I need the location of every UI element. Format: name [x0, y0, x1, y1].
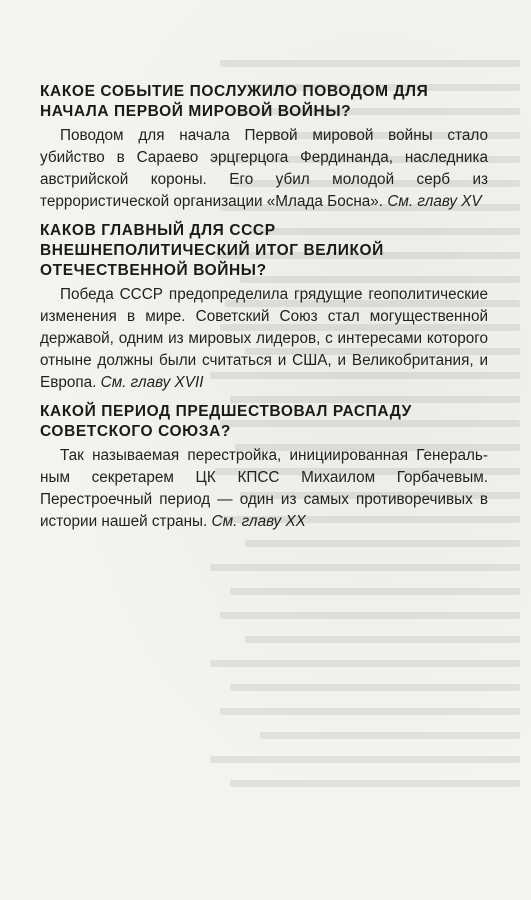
chapter-reference: См. главу XX: [211, 513, 306, 530]
qa-content: [40, 82, 488, 541]
chapter-reference: См. главу XV: [387, 193, 482, 210]
answer-text: Поводом для начала Первой мировой войны стало убийство в Сараево эрцгерцога Фердинанда, наследника австрийской короны. Его убил молодой серб из террористической организации «Млада Босна».: [40, 127, 488, 210]
answer-paragraph: [40, 445, 488, 533]
answer-text: Победа СССР предопределила грядущие геополитические изменения в мире. Советский Союз стал могущественной державой, одним из мировых лидеров, с интересами которого отныне должны были считаться и США, и Великобритания, и Европа.: [40, 286, 488, 391]
qa-section: [40, 221, 488, 394]
question-heading: КАКОЕ СОБЫТИЕ ПОСЛУЖИЛО ПОВОДОМ ДЛЯ НАЧАЛА ПЕРВОЙ МИРОВОЙ ВОЙНЫ?: [40, 83, 429, 120]
answer-paragraph: [40, 284, 488, 394]
chapter-reference: См. главу XVII: [100, 374, 204, 391]
answer-text: Так называемая перестройка, инициированная Генеральным секретарем ЦК КПСС Михаилом Горбачевым. Перестроечный период — один из самых противоречивых в истории нашей страны.: [40, 447, 488, 530]
qa-section: [40, 82, 488, 213]
question-heading: КАКОЙ ПЕРИОД ПРЕДШЕСТВОВАЛ РАСПАДУ СОВЕТСКОГО СОЮЗА?: [40, 403, 412, 440]
answer-paragraph: [40, 125, 488, 213]
question-heading: КАКОВ ГЛАВНЫЙ ДЛЯ СССР ВНЕШНЕПОЛИТИЧЕСКИЙ ИТОГ ВЕЛИКОЙ ОТЕЧЕСТВЕННОЙ ВОЙНЫ?: [40, 222, 384, 279]
qa-section: [40, 402, 488, 533]
